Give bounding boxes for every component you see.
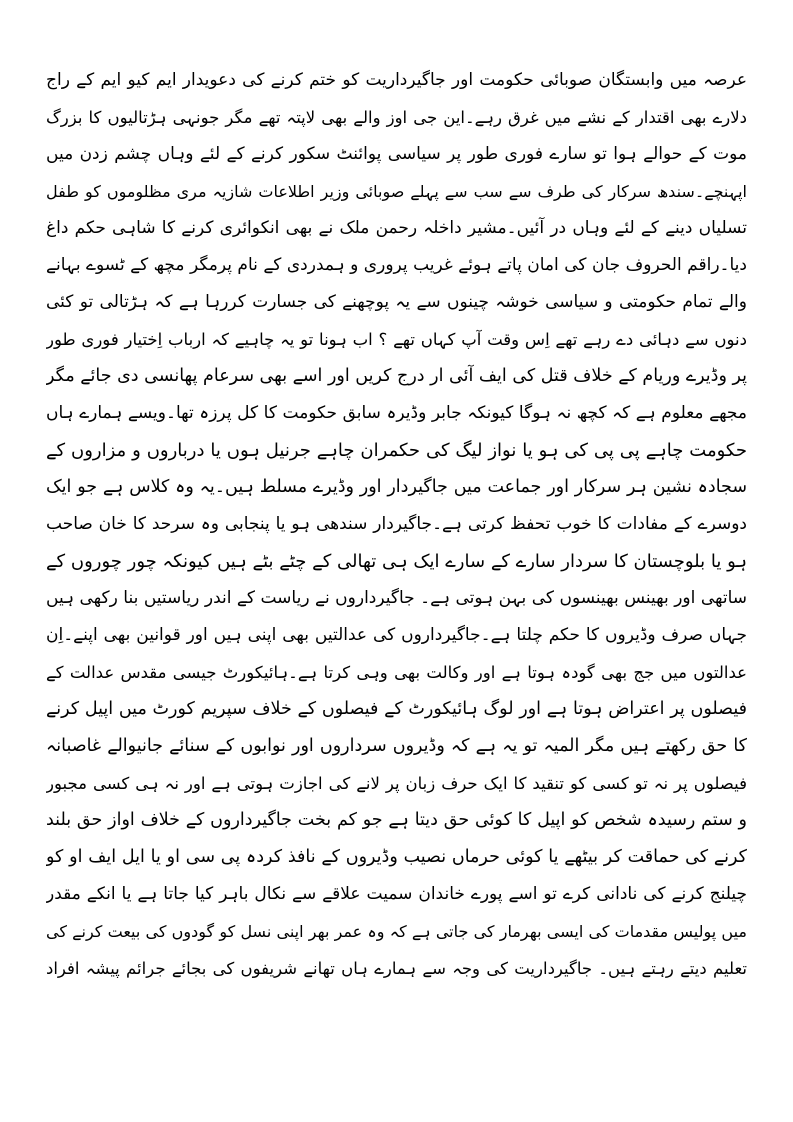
text-line: فیصلوں پر اعتراض ہوتا ہے اور لوگ ہائیکورٹ کے فیصلوں کے خلاف سپریم کورٹ میں اپیل کرنے [46, 699, 747, 719]
text-line: پر وڈیرے وریام کے خلاف قتل کی ایف آئی ار درج کریں اور اسے بھی سرعام پھانسی دی جائے مگر [46, 366, 747, 386]
text-line: فیصلوں پر نہ تو کسی کو تنقید کا ایک حرف زبان پر لانے کی اجازت ہوتی ہے اور نہ ہی کسی مجبور [46, 774, 747, 793]
text-line: سجادہ نشین ہر سرکار اور جماعت میں جاگیردار اور وڈیرے مسلط ہیں۔یہ وہ کلاس ہے جو ایک [46, 477, 747, 497]
text-line: اپہنچے۔سندھ سرکار کی طرف سے سب سے پہلے صوبائی وزیر اطلاعات شازیہ مری مظلوموں کو طفل [46, 182, 747, 201]
text-line: حکومت چاہے پی پی کی ہو یا نواز لیگ کی حکمران چاہے جرنیل ہوں یا درباروں و مزاروں کے [46, 440, 747, 461]
text-line: موت کے حوالے ہوا تو سارے فوری طور پر سیاسی پوائنٹ سکور کرنے کے لئے وہاں چشم زدن میں [46, 144, 747, 164]
text-line: جہاں صرف وڈیروں کا حکم چلتا ہے۔جاگیرداروں کی عدالتیں بھی اپنی ہیں اور قوانین بھی اپنے۔اِن [46, 625, 747, 645]
text-line: دیا۔راقم الحروف جان کی امان پاتے ہوئے غریب پروری و ہمدردی کے نام پرمگر مچھ کے ٹسوے بہانے [46, 255, 747, 275]
text-line: تسلیاں دینے کے لئے وہاں در آئیں۔مشیر داخلہ رحمن ملک نے بھی انکوائری کرنے کا شاہی حکم داغ [46, 218, 747, 238]
text-line: ہو یا بلوچستان کا سردار سارے کے سارے ایک ہی تھالی کے چٹے بٹے ہیں کیونکہ چور چوروں کے [46, 551, 747, 572]
text-line: کا حق رکھتے ہیں مگر المیہ تو یہ ہے کہ وڈیروں سرداروں اور نوابوں کے سنائے جانیوالے غاصبانہ [46, 736, 747, 756]
text-line: ساتھی اور بھینس بھینسوں کی بہن ہوتی ہے۔ جاگیرداروں نے ریاست کے اندر ریاستیں بنا رکھی ہیں [46, 588, 747, 608]
text-line: والے تمام حکومتی و سیاسی خوشہ چینوں سے یہ پوچھنے کی جسارت کررہا ہے کہ ہڑتالی تو کئی [46, 292, 747, 312]
text-line: چیلنج کرنے کی نادانی کرے تو اسے پورے خاندان سمیت علاقے سے نکال باہر کیا جاتا ہے یا انکے مقدر [46, 884, 747, 904]
text-line: کرنے کی حماقت کر بیٹھے یا کوئی حرماں نصیب وڈیروں کے نافذ کردہ پی سی او یا ایل ایف او کو [46, 847, 747, 867]
article-body [46, 62, 747, 987]
text-line: میں پولیس مقدمات کی ایسی بھرمار کی جاتی ہے کہ وہ عمر بھر اپنی نسل کو گودوں کی بیعت کرنے کی [46, 922, 747, 941]
text-line: عدالتوں میں جج بھی گودہ ہوتا ہے اور وکالت بھی وہی کرتا ہے۔ہائیکورٹ جیسی مقدس عدالت کے [46, 663, 747, 682]
text-line: عرصہ میں وابستگان صوبائی حکومت اور جاگیرداریت کو ختم کرنے کی دعویدار ایم کیو ایم کے راج [46, 70, 747, 90]
text-line: دنوں سے دہائی دے رہے تھے اِس وقت آپ کہاں تھے ؟ اب ہونا تو یہ چاہیے کہ ارباب اِختیار فوری طور [46, 330, 747, 349]
text-line: و ستم رسیدہ شخص کو اپیل کا کوئی حق دیتا ہے جو کم بخت جاگیرداروں کے خلاف اواز حق بلند [46, 810, 747, 830]
text-line: تعلیم دیتے رہتے ہیں۔ جاگیرداریت کی وجہ سے ہمارے ہاں تھانے شریفوں کی بجائے جرائم پیشہ افراد [46, 959, 747, 978]
text-line: مجھے معلوم ہے کہ کچھ نہ ہوگا کیونکہ جابر وڈیرہ سابق حکومت کا کل پرزہ تھا۔ویسے ہمارے ہاں [46, 403, 747, 423]
text-line: دوسرے کے مفادات کا خوب تحفظ کرتی ہے۔جاگیردار سندھی ہو یا پنجابی وہ سرحد کا خان صاحب [46, 514, 747, 534]
text-line: دلارے بھی اقتدار کے نشے میں غرق رہے۔این جی اوز والے بھی لاپتہ تھے مگر جونہی ہڑتالیوں کا بزرگ [46, 108, 747, 127]
